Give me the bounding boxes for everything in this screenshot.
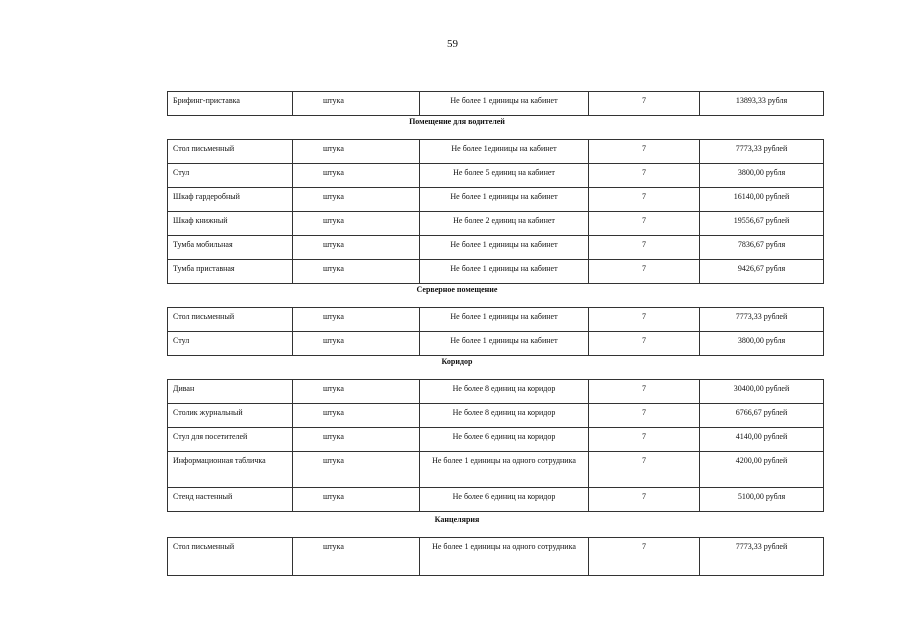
price: 30400,00 рублей — [700, 380, 824, 404]
quantity-limit: Не более 1 единицы на кабинет — [420, 260, 589, 284]
unit: штука — [293, 332, 420, 356]
unit: штука — [293, 380, 420, 404]
item-name: Стул для посетителей — [168, 428, 293, 452]
quantity-limit: Не более 1 единицы на кабинет — [420, 332, 589, 356]
item-name: Тумба приставная — [168, 260, 293, 284]
quantity-limit: Не более 1 единицы на кабинет — [420, 236, 589, 260]
section-title: Помещение для водителей — [409, 117, 505, 126]
table-block-2 — [167, 307, 788, 356]
item-name: Стол письменный — [168, 140, 293, 164]
unit: штука — [293, 260, 420, 284]
table-row — [168, 404, 824, 428]
item-name: Шкаф гардеробный — [168, 188, 293, 212]
table-row — [168, 212, 824, 236]
item-name: Стенд настенный — [168, 488, 293, 512]
service-life: 7 — [589, 212, 700, 236]
service-life: 7 — [589, 92, 700, 116]
service-life: 7 — [589, 538, 700, 576]
table-row — [168, 260, 824, 284]
table-row — [168, 332, 824, 356]
quantity-limit: Не более 1 единицы на одного сотрудника — [420, 538, 589, 576]
price: 19556,67 рублей — [700, 212, 824, 236]
table-row — [168, 428, 824, 452]
quantity-limit: Не более 8 единиц на коридор — [420, 404, 589, 428]
table-block-3 — [167, 379, 790, 512]
table-row — [168, 380, 824, 404]
item-name: Стол письменный — [168, 308, 293, 332]
furniture-table — [167, 91, 824, 116]
furniture-table — [167, 307, 824, 356]
unit: штука — [293, 212, 420, 236]
price: 16140,00 рублей — [700, 188, 824, 212]
unit: штука — [293, 428, 420, 452]
price: 7773,33 рублей — [700, 140, 824, 164]
service-life: 7 — [589, 332, 700, 356]
table-row — [168, 92, 824, 116]
unit: штука — [293, 92, 420, 116]
service-life: 7 — [589, 188, 700, 212]
table-row — [168, 538, 824, 576]
service-life: 7 — [589, 260, 700, 284]
price: 7773,33 рублей — [700, 538, 824, 576]
price: 13893,33 рубля — [700, 92, 824, 116]
section-title: Серверное помещение — [416, 285, 498, 294]
quantity-limit: Не более 6 единиц на коридор — [420, 488, 589, 512]
unit: штука — [293, 538, 420, 576]
unit: штука — [293, 404, 420, 428]
quantity-limit: Не более 6 единиц на коридор — [420, 428, 589, 452]
unit: штука — [293, 164, 420, 188]
quantity-limit: Не более 1единицы на кабинет — [420, 140, 589, 164]
unit: штука — [293, 140, 420, 164]
service-life: 7 — [589, 236, 700, 260]
quantity-limit: Не более 8 единиц на коридор — [420, 380, 589, 404]
service-life: 7 — [589, 164, 700, 188]
table-row — [168, 488, 824, 512]
item-name: Стул — [168, 332, 293, 356]
service-life: 7 — [589, 404, 700, 428]
service-life: 7 — [589, 452, 700, 488]
furniture-table — [167, 139, 824, 284]
service-life: 7 — [589, 308, 700, 332]
table-row — [168, 140, 824, 164]
furniture-table — [167, 537, 824, 576]
quantity-limit: Не более 1 единицы на кабинет — [420, 92, 589, 116]
item-name: Стул — [168, 164, 293, 188]
table-row — [168, 188, 824, 212]
table-row — [168, 164, 824, 188]
service-life: 7 — [589, 428, 700, 452]
page-number: 59 — [447, 38, 458, 50]
table-row — [168, 236, 824, 260]
furniture-table — [167, 379, 824, 512]
unit: штука — [293, 188, 420, 212]
table-row — [168, 452, 824, 488]
price: 7773,33 рублей — [700, 308, 824, 332]
unit: штука — [293, 452, 420, 488]
table-block-4 — [167, 537, 788, 576]
price: 3800,00 рубля — [700, 332, 824, 356]
service-life: 7 — [589, 380, 700, 404]
quantity-limit: Не более 1 единицы на кабинет — [420, 188, 589, 212]
item-name: Стол письменный — [168, 538, 293, 576]
price: 6766,67 рублей — [700, 404, 824, 428]
service-life: 7 — [589, 488, 700, 512]
item-name: Столик журнальный — [168, 404, 293, 428]
quantity-limit: Не более 1 единицы на кабинет — [420, 308, 589, 332]
price: 7836,67 рубля — [700, 236, 824, 260]
price: 4200,00 рублей — [700, 452, 824, 488]
price: 5100,00 рубля — [700, 488, 824, 512]
price: 9426,67 рубля — [700, 260, 824, 284]
table-block-1 — [167, 139, 790, 284]
item-name: Тумба мобильная — [168, 236, 293, 260]
item-name: Брифинг-приставка — [168, 92, 293, 116]
table-row — [168, 308, 824, 332]
quantity-limit: Не более 2 единиц на кабинет — [420, 212, 589, 236]
table-block-0 — [167, 91, 788, 116]
price: 4140,00 рублей — [700, 428, 824, 452]
price: 3800,00 рубля — [700, 164, 824, 188]
unit: штука — [293, 236, 420, 260]
item-name: Диван — [168, 380, 293, 404]
unit: штука — [293, 308, 420, 332]
section-title: Канцелярия — [434, 515, 480, 524]
item-name: Шкаф книжный — [168, 212, 293, 236]
item-name: Информационная табличка — [168, 452, 293, 488]
unit: штука — [293, 488, 420, 512]
section-title: Коридор — [441, 357, 473, 366]
service-life: 7 — [589, 140, 700, 164]
quantity-limit: Не более 5 единиц на кабинет — [420, 164, 589, 188]
quantity-limit: Не более 1 единицы на одного сотрудника — [420, 452, 589, 488]
